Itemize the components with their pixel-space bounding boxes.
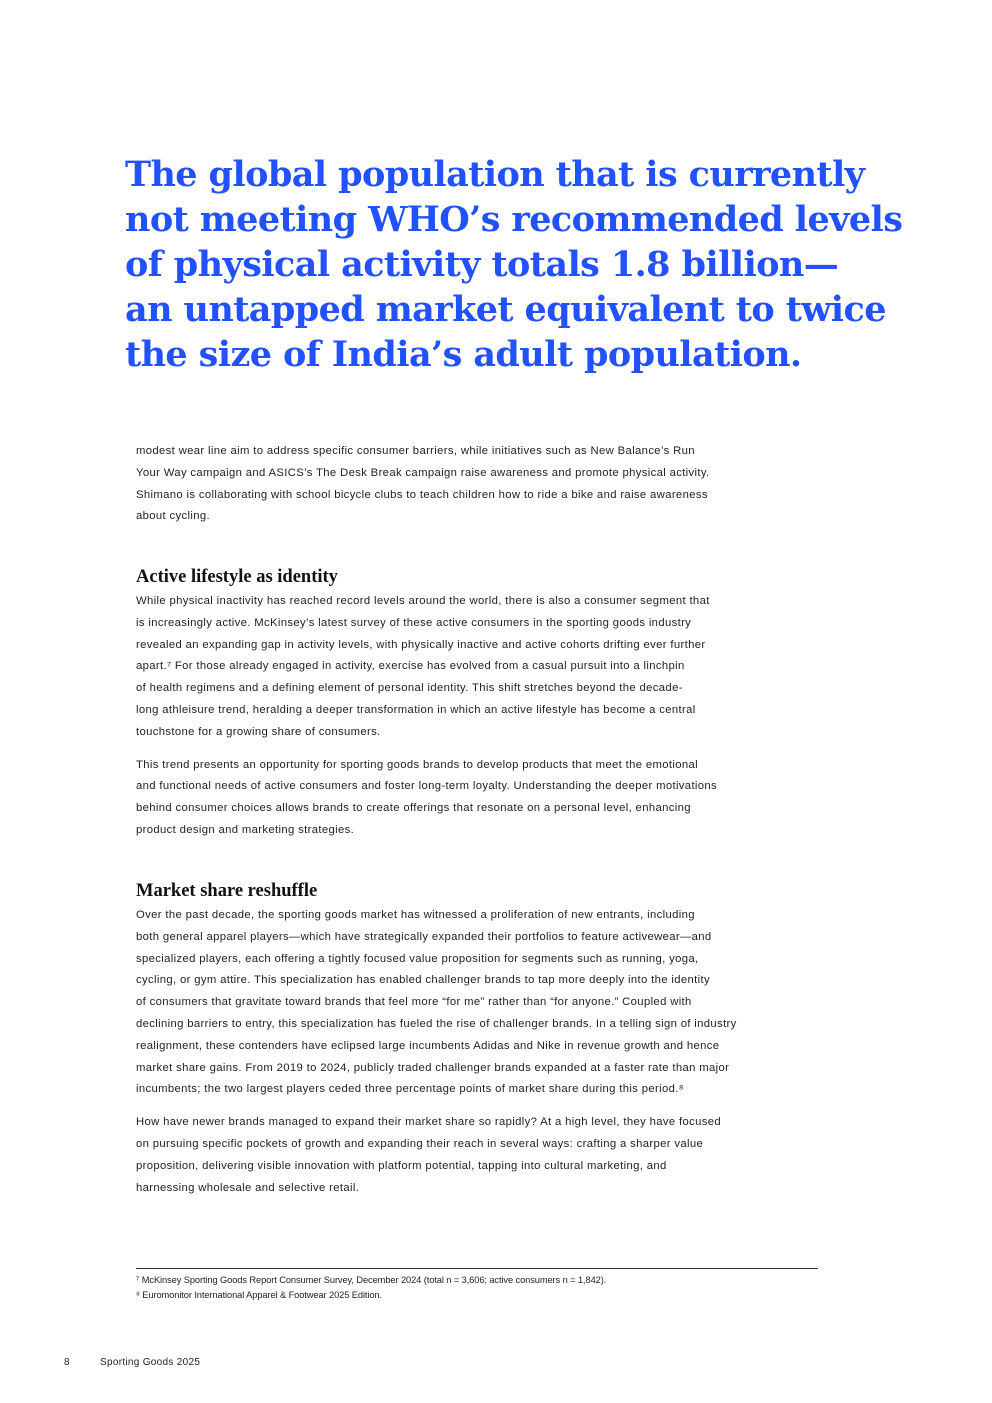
pull-quote-line: not meeting WHO’s recommended levels xyxy=(125,199,903,240)
paragraph-line: realignment, these contenders have eclipsed large incumbents Adidas and Nike in revenue growth and hence xyxy=(136,1039,720,1052)
pull-quote-line: an untapped market equivalent to twice xyxy=(125,289,886,330)
paragraph-line: How have newer brands managed to expand their market share so rapidly? At a high level, they have focused xyxy=(136,1116,721,1129)
paragraph-line: behind consumer choices allows brands to create offerings that resonate on a personal level, enhancing xyxy=(136,802,691,815)
pull-quote-line: The global population that is currently xyxy=(125,154,865,195)
paragraph-line: market share gains. From 2019 to 2024, publicly traded challenger brands expanded at a faster rate than major xyxy=(136,1061,730,1074)
pull-quote-line: of physical activity totals 1.8 billion— xyxy=(125,244,839,285)
publication-title: Sporting Goods 2025 xyxy=(100,1357,201,1368)
footnote-8: ⁸ Euromonitor International Apparel & Footwear 2025 Edition. xyxy=(136,1290,382,1300)
paragraph-line: This trend presents an opportunity for sporting goods brands to develop products that meet the emotional xyxy=(136,758,699,771)
paragraph-line: Your Way campaign and ASICS’s The Desk Break campaign raise awareness and promote physical activity. xyxy=(136,466,710,479)
paragraph-line: of consumers that gravitate toward brands that feel more “for me” rather than “for anyone.” Coupled with xyxy=(136,996,692,1009)
section-active-lifestyle xyxy=(136,566,826,842)
paragraph-line: cycling, or gym attire. This specialization has enabled challenger brands to tap more deeply into the identity xyxy=(136,974,710,987)
paragraph-line: proposition, delivering visible innovation with platform potential, tapping into cultural marketing, and xyxy=(136,1159,667,1172)
paragraph-line: is increasingly active. McKinsey’s latest survey of these active consumers in the sporting goods industry xyxy=(136,616,692,629)
paragraph-line: about cycling. xyxy=(136,510,210,523)
section-market-share xyxy=(136,880,826,1199)
market-share-paragraph-2 xyxy=(136,1112,826,1199)
active-lifestyle-paragraph-2 xyxy=(136,755,826,842)
paragraph-line: product design and marketing strategies. xyxy=(136,823,355,836)
paragraph-line: incumbents; the two largest players ceded three percentage points of market share during this period.⁸ xyxy=(136,1083,684,1096)
market-share-paragraph-1 xyxy=(136,905,826,1101)
section-heading-active-lifestyle: Active lifestyle as identity xyxy=(136,567,338,587)
intro-paragraph xyxy=(136,441,826,528)
paragraph-line: declining barriers to entry, this specialization has fueled the rise of challenger brands. In a telling sign of industry xyxy=(136,1017,737,1030)
intro-paragraph-block xyxy=(136,441,826,528)
active-lifestyle-paragraph-1 xyxy=(136,591,826,744)
page-number: 8 xyxy=(64,1357,70,1368)
pull-quote xyxy=(125,152,903,377)
paragraph-line: apart.⁷ For those already engaged in activity, exercise has evolved from a casual pursuit into a linchpin xyxy=(136,660,685,673)
paragraph-line: touchstone for a growing share of consumers. xyxy=(136,725,381,738)
pull-quote-line: the size of India’s adult population. xyxy=(125,334,802,375)
paragraph-line: of health regimens and a defining element of personal identity. This shift stretches beyond the decade- xyxy=(136,682,683,695)
section-heading-market-share: Market share reshuffle xyxy=(136,881,318,901)
paragraph-line: specialized players, each offering a tightly focused value proposition for segments such as running, yoga, xyxy=(136,952,699,965)
paragraph-line: on pursuing specific pockets of growth and expanding their reach in several ways: crafting a sharper value xyxy=(136,1137,704,1150)
paragraph-line: revealed an expanding gap in activity levels, with physically inactive and active cohorts drifting ever further xyxy=(136,638,706,651)
paragraph-line: harnessing wholesale and selective retail. xyxy=(136,1181,360,1194)
paragraph-line: and functional needs of active consumers and foster long-term loyalty. Understanding the deeper motivations xyxy=(136,780,718,793)
paragraph-line: modest wear line aim to address specific consumer barriers, while initiatives such as New Balance’s Run xyxy=(136,445,695,457)
footnote-7: ⁷ McKinsey Sporting Goods Report Consumer Survey, December 2024 (total n = 3,606; active consumers n = 1,842). xyxy=(136,1275,607,1285)
paragraph-line: long athleisure trend, heralding a deeper transformation in which an active lifestyle has become a central xyxy=(136,703,696,716)
paragraph-line: both general apparel players—which have strategically expanded their portfolios to feature activewear—and xyxy=(136,930,712,943)
page-footer xyxy=(64,1356,200,1370)
paragraph-line: Over the past decade, the sporting goods market has witnessed a proliferation of new entrants, including xyxy=(136,909,695,921)
paragraph-line: While physical inactivity has reached record levels around the world, there is also a consumer segment that xyxy=(136,595,710,607)
footnote-divider xyxy=(136,1268,818,1269)
footnotes xyxy=(136,1273,826,1303)
paragraph-line: Shimano is collaborating with school bicycle clubs to teach children how to ride a bike and raise awareness xyxy=(136,488,708,501)
